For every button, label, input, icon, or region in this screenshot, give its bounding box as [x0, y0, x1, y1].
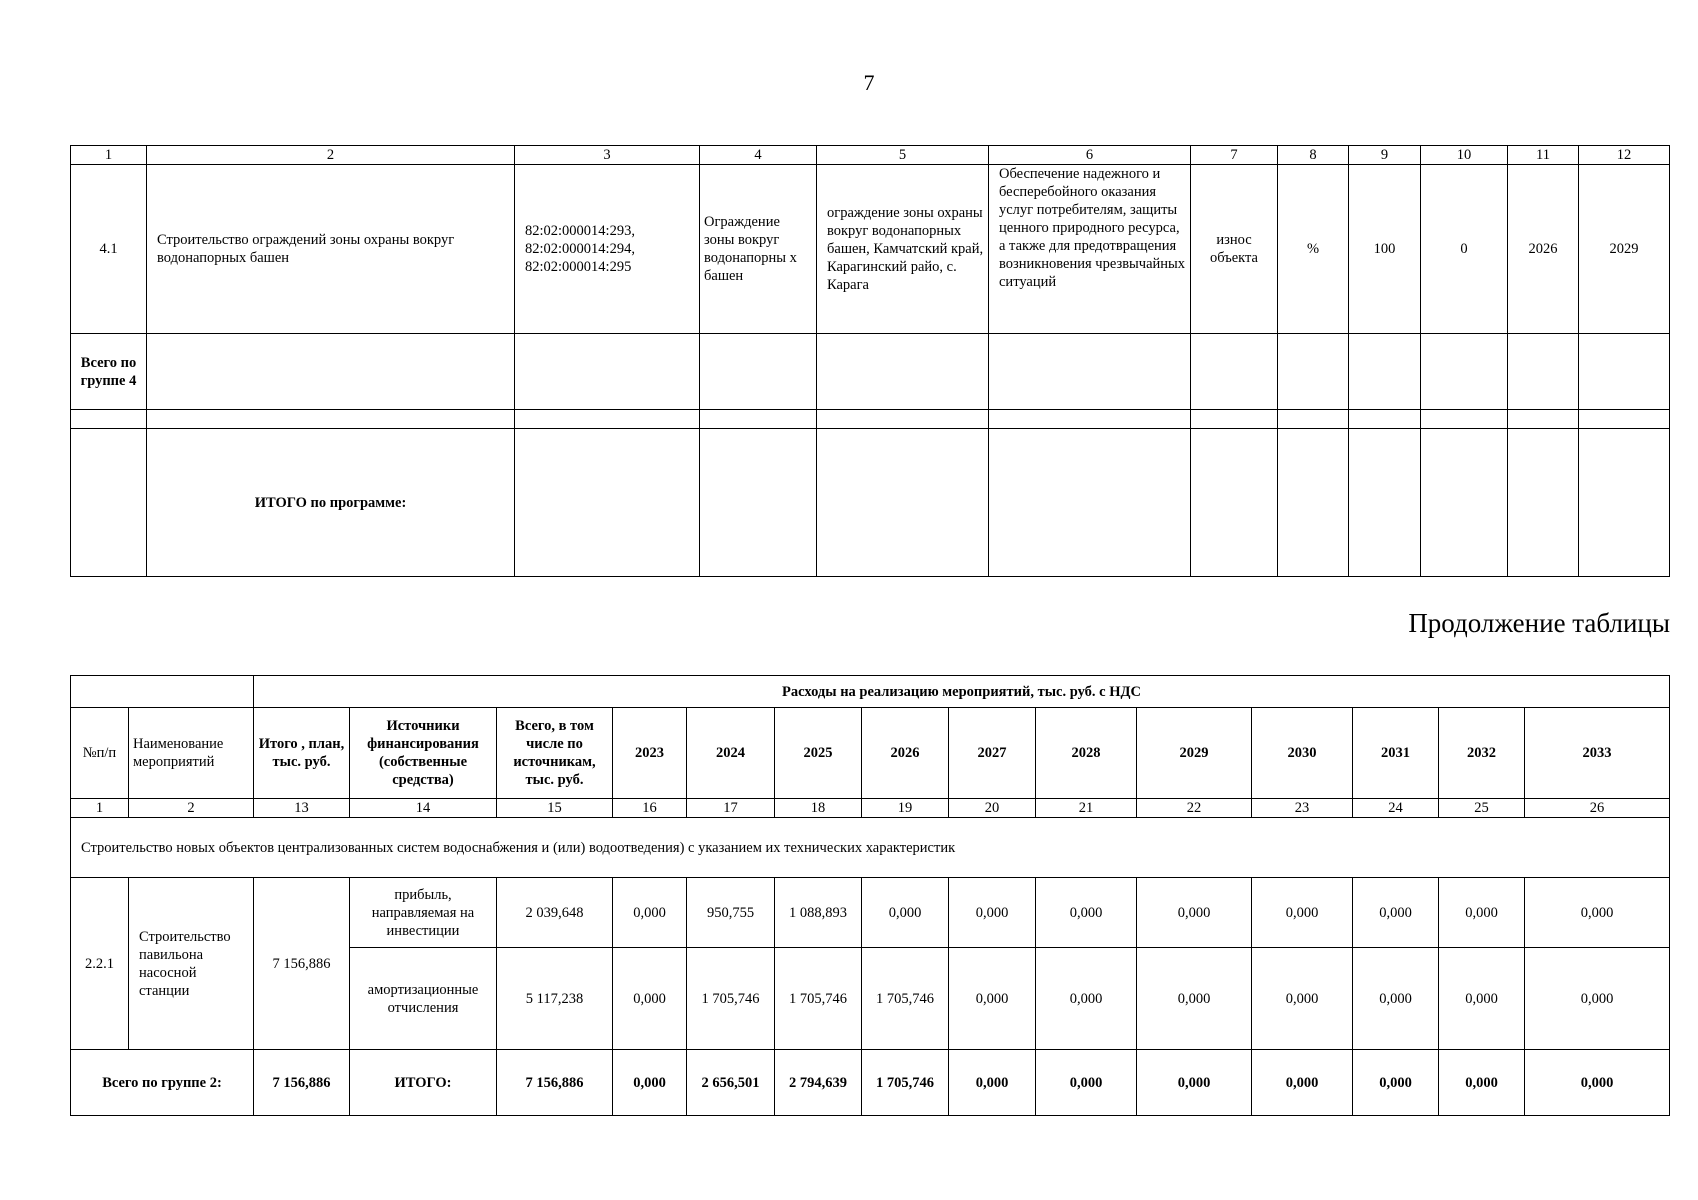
year-value: 0,000 [1252, 878, 1353, 948]
item-row [71, 878, 1670, 948]
continuation-title: Продолжение таблицы [1408, 608, 1670, 638]
group-total-row [71, 334, 1670, 410]
column-header-row [71, 708, 1670, 799]
year-value: 0,000 [862, 878, 949, 948]
year-start: 2026 [1508, 165, 1579, 334]
col-number: 10 [1421, 146, 1508, 165]
year-value: 0,000 [1525, 878, 1670, 948]
header-year: 2029 [1137, 708, 1252, 799]
expenses-table [70, 675, 1670, 1116]
year-value: 1 088,893 [775, 878, 862, 948]
col-number: 1 [71, 799, 129, 818]
expenses-header-row [71, 676, 1670, 708]
col-number: 26 [1525, 799, 1670, 818]
item-name: Строительство павильона насосной станции [129, 878, 254, 1050]
measure-name: Строительство ограждений зоны охраны вокруг водонапорных башен [147, 165, 515, 334]
program-total-row [71, 429, 1670, 577]
col-number: 23 [1252, 799, 1353, 818]
measure-number: 4.1 [71, 165, 147, 334]
group-total-label: Всего по группе 2: [71, 1050, 254, 1116]
year-value: 0,000 [1137, 878, 1252, 948]
year-value: 0,000 [1252, 948, 1353, 1050]
col-number: 16 [613, 799, 687, 818]
column-number-row [71, 146, 1670, 165]
indicator-name: износ объекта [1191, 165, 1278, 334]
col-number: 22 [1137, 799, 1252, 818]
expenses-header: Расходы на реализацию мероприятий, тыс. руб. с НДС [254, 676, 1670, 708]
itogo-label: ИТОГО: [350, 1050, 497, 1116]
empty-row [71, 410, 1670, 429]
header-year: 2030 [1252, 708, 1353, 799]
year-total: 0,000 [613, 1050, 687, 1116]
header-year: 2025 [775, 708, 862, 799]
year-total: 2 794,639 [775, 1050, 862, 1116]
section-title: Строительство новых объектов централизованных систем водоснабжения и (или) водоотведения) с указанием их технических характеристик [71, 818, 1670, 878]
measure-row [71, 165, 1670, 334]
value-after: 0 [1421, 165, 1508, 334]
col-number: 20 [949, 799, 1036, 818]
year-value: 0,000 [613, 878, 687, 948]
year-total: 2 656,501 [687, 1050, 775, 1116]
year-total: 0,000 [1525, 1050, 1670, 1116]
header-total-by-sources: Всего, в том числе по источникам, тыс. руб. [497, 708, 613, 799]
year-value: 0,000 [1036, 878, 1137, 948]
year-value: 0,000 [1137, 948, 1252, 1050]
group-total-sum: 7 156,886 [497, 1050, 613, 1116]
source-total: 5 117,238 [497, 948, 613, 1050]
col-number: 24 [1353, 799, 1439, 818]
year-total: 0,000 [1439, 1050, 1525, 1116]
year-total: 1 705,746 [862, 1050, 949, 1116]
header-year: 2023 [613, 708, 687, 799]
col-number: 2 [147, 146, 515, 165]
col-number: 25 [1439, 799, 1525, 818]
col-number: 18 [775, 799, 862, 818]
program-total-label: ИТОГО по программе: [147, 429, 515, 577]
measures-table-part [70, 145, 1670, 577]
col-number: 11 [1508, 146, 1579, 165]
col-number: 8 [1278, 146, 1349, 165]
year-value: 0,000 [949, 878, 1036, 948]
year-value: 0,000 [949, 948, 1036, 1050]
year-end: 2029 [1579, 165, 1670, 334]
section-row [71, 818, 1670, 878]
col-number: 5 [817, 146, 989, 165]
col-number: 15 [497, 799, 613, 818]
year-value: 950,755 [687, 878, 775, 948]
header-year: 2031 [1353, 708, 1439, 799]
header-name: Наименование мероприятий [129, 708, 254, 799]
col-number: 7 [1191, 146, 1278, 165]
funding-source: амортизационные отчисления [350, 948, 497, 1050]
col-number: 6 [989, 146, 1191, 165]
year-total: 0,000 [949, 1050, 1036, 1116]
header-year: 2032 [1439, 708, 1525, 799]
col-number: 9 [1349, 146, 1421, 165]
item-number: 2.2.1 [71, 878, 129, 1050]
group-total-plan: 7 156,886 [254, 1050, 350, 1116]
year-value: 1 705,746 [862, 948, 949, 1050]
funding-source: прибыль, направляемая на инвестиции [350, 878, 497, 948]
header-sources: Источники финансирования (собственные средства) [350, 708, 497, 799]
col-number: 4 [700, 146, 817, 165]
year-value: 0,000 [1353, 948, 1439, 1050]
object-description: Ограждение зоны вокруг водонапорны х башен [700, 165, 817, 334]
group-total-row [71, 1050, 1670, 1116]
year-total: 0,000 [1137, 1050, 1252, 1116]
page-number: 7 [863, 70, 875, 95]
cadastral-numbers: 82:02:000014:293, 82:02:000014:294, 82:02:000014:295 [515, 165, 700, 334]
year-total: 0,000 [1353, 1050, 1439, 1116]
year-total: 0,000 [1252, 1050, 1353, 1116]
indicator-unit: % [1278, 165, 1349, 334]
header-num: №п/п [71, 708, 129, 799]
value-before: 100 [1349, 165, 1421, 334]
year-total: 0,000 [1036, 1050, 1137, 1116]
col-number: 12 [1579, 146, 1670, 165]
col-number: 17 [687, 799, 775, 818]
col-number: 13 [254, 799, 350, 818]
year-value: 0,000 [1525, 948, 1670, 1050]
header-year: 2033 [1525, 708, 1670, 799]
col-number: 21 [1036, 799, 1137, 818]
header-year: 2026 [862, 708, 949, 799]
year-value: 0,000 [1353, 878, 1439, 948]
col-number: 1 [71, 146, 147, 165]
object-location: ограждение зоны охраны вокруг водонапорных башен, Камчатский край, Карагинский райо, с. Карага [817, 165, 989, 334]
year-value: 1 705,746 [775, 948, 862, 1050]
year-value: 0,000 [1036, 948, 1137, 1050]
col-number: 2 [129, 799, 254, 818]
measure-purpose: Обеспечение надежного и бесперебойного оказания услуг потребителям, защиты ценного природного ресурса, а также для предотвращения возникновения чрезвычайных ситуаций [989, 165, 1191, 334]
item-total-plan: 7 156,886 [254, 878, 350, 1050]
col-number: 3 [515, 146, 700, 165]
col-number: 19 [862, 799, 949, 818]
source-total: 2 039,648 [497, 878, 613, 948]
year-value: 0,000 [1439, 948, 1525, 1050]
year-value: 1 705,746 [687, 948, 775, 1050]
column-number-row [71, 799, 1670, 818]
header-year: 2028 [1036, 708, 1137, 799]
year-value: 0,000 [613, 948, 687, 1050]
group-total-label: Всего по группе 4 [71, 334, 147, 410]
header-total-plan: Итого , план, тыс. руб. [254, 708, 350, 799]
header-year: 2024 [687, 708, 775, 799]
header-year: 2027 [949, 708, 1036, 799]
col-number: 14 [350, 799, 497, 818]
year-value: 0,000 [1439, 878, 1525, 948]
